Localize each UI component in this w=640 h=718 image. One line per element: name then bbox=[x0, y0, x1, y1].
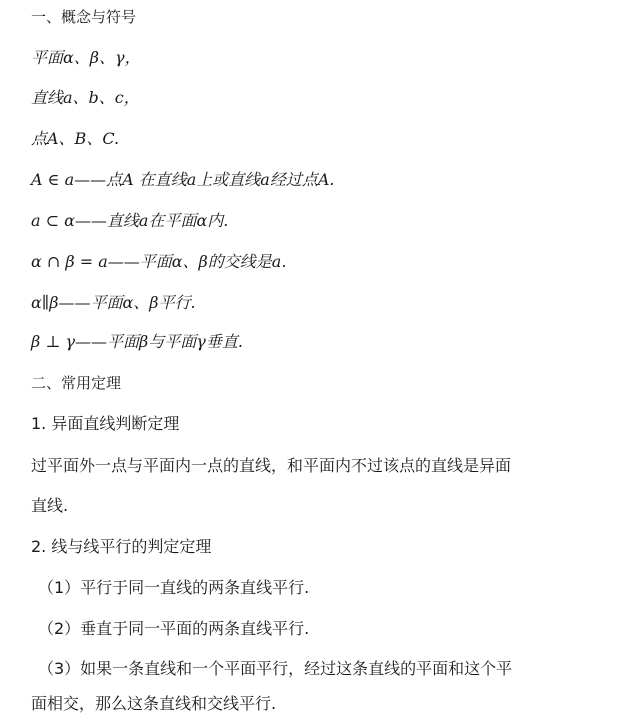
parallel-planes-notation: α∥β——平面α、β平行. bbox=[31, 293, 196, 312]
point-on-line-notation: A ∈ a——点A 在直线a上或直线a经过点A. bbox=[31, 170, 335, 189]
theorem-2-item-3-line-1: （3）如果一条直线和一个平面平行，经过这条直线的平面和这个平 bbox=[38, 659, 513, 678]
section-heading-concepts: 一、概念与符号 bbox=[31, 8, 137, 26]
section-heading-theorems: 二、常用定理 bbox=[31, 374, 122, 392]
theorem-2-item-3-line-2: 面相交，那么这条直线和交线平行. bbox=[31, 694, 277, 713]
line-in-plane-notation: a ⊂ α——直线a在平面α内. bbox=[31, 211, 229, 230]
plane-intersection-notation: α ∩ β = a——平面α、β的交线是a. bbox=[31, 252, 287, 271]
theorem-1-title: 1. 异面直线判断定理 bbox=[31, 414, 180, 433]
theorem-1-body-line-1: 过平面外一点与平面内一点的直线，和平面内不过该点的直线是异面 bbox=[31, 456, 512, 475]
lines-notation-line: 直线a、b、c， bbox=[31, 88, 140, 107]
points-notation-line: 点A、B、C. bbox=[31, 129, 120, 148]
theorem-2-title: 2. 线与线平行的判定定理 bbox=[31, 537, 212, 556]
theorem-2-item-1: （1）平行于同一直线的两条直线平行. bbox=[38, 578, 310, 597]
theorem-1-body-line-2: 直线. bbox=[31, 496, 69, 515]
theorem-2-item-2: （2）垂直于同一平面的两条直线平行. bbox=[38, 619, 310, 638]
planes-notation-line: 平面α、β、γ， bbox=[31, 48, 141, 67]
perpendicular-planes-notation: β ⊥ γ——平面β与平面γ垂直. bbox=[31, 332, 243, 351]
